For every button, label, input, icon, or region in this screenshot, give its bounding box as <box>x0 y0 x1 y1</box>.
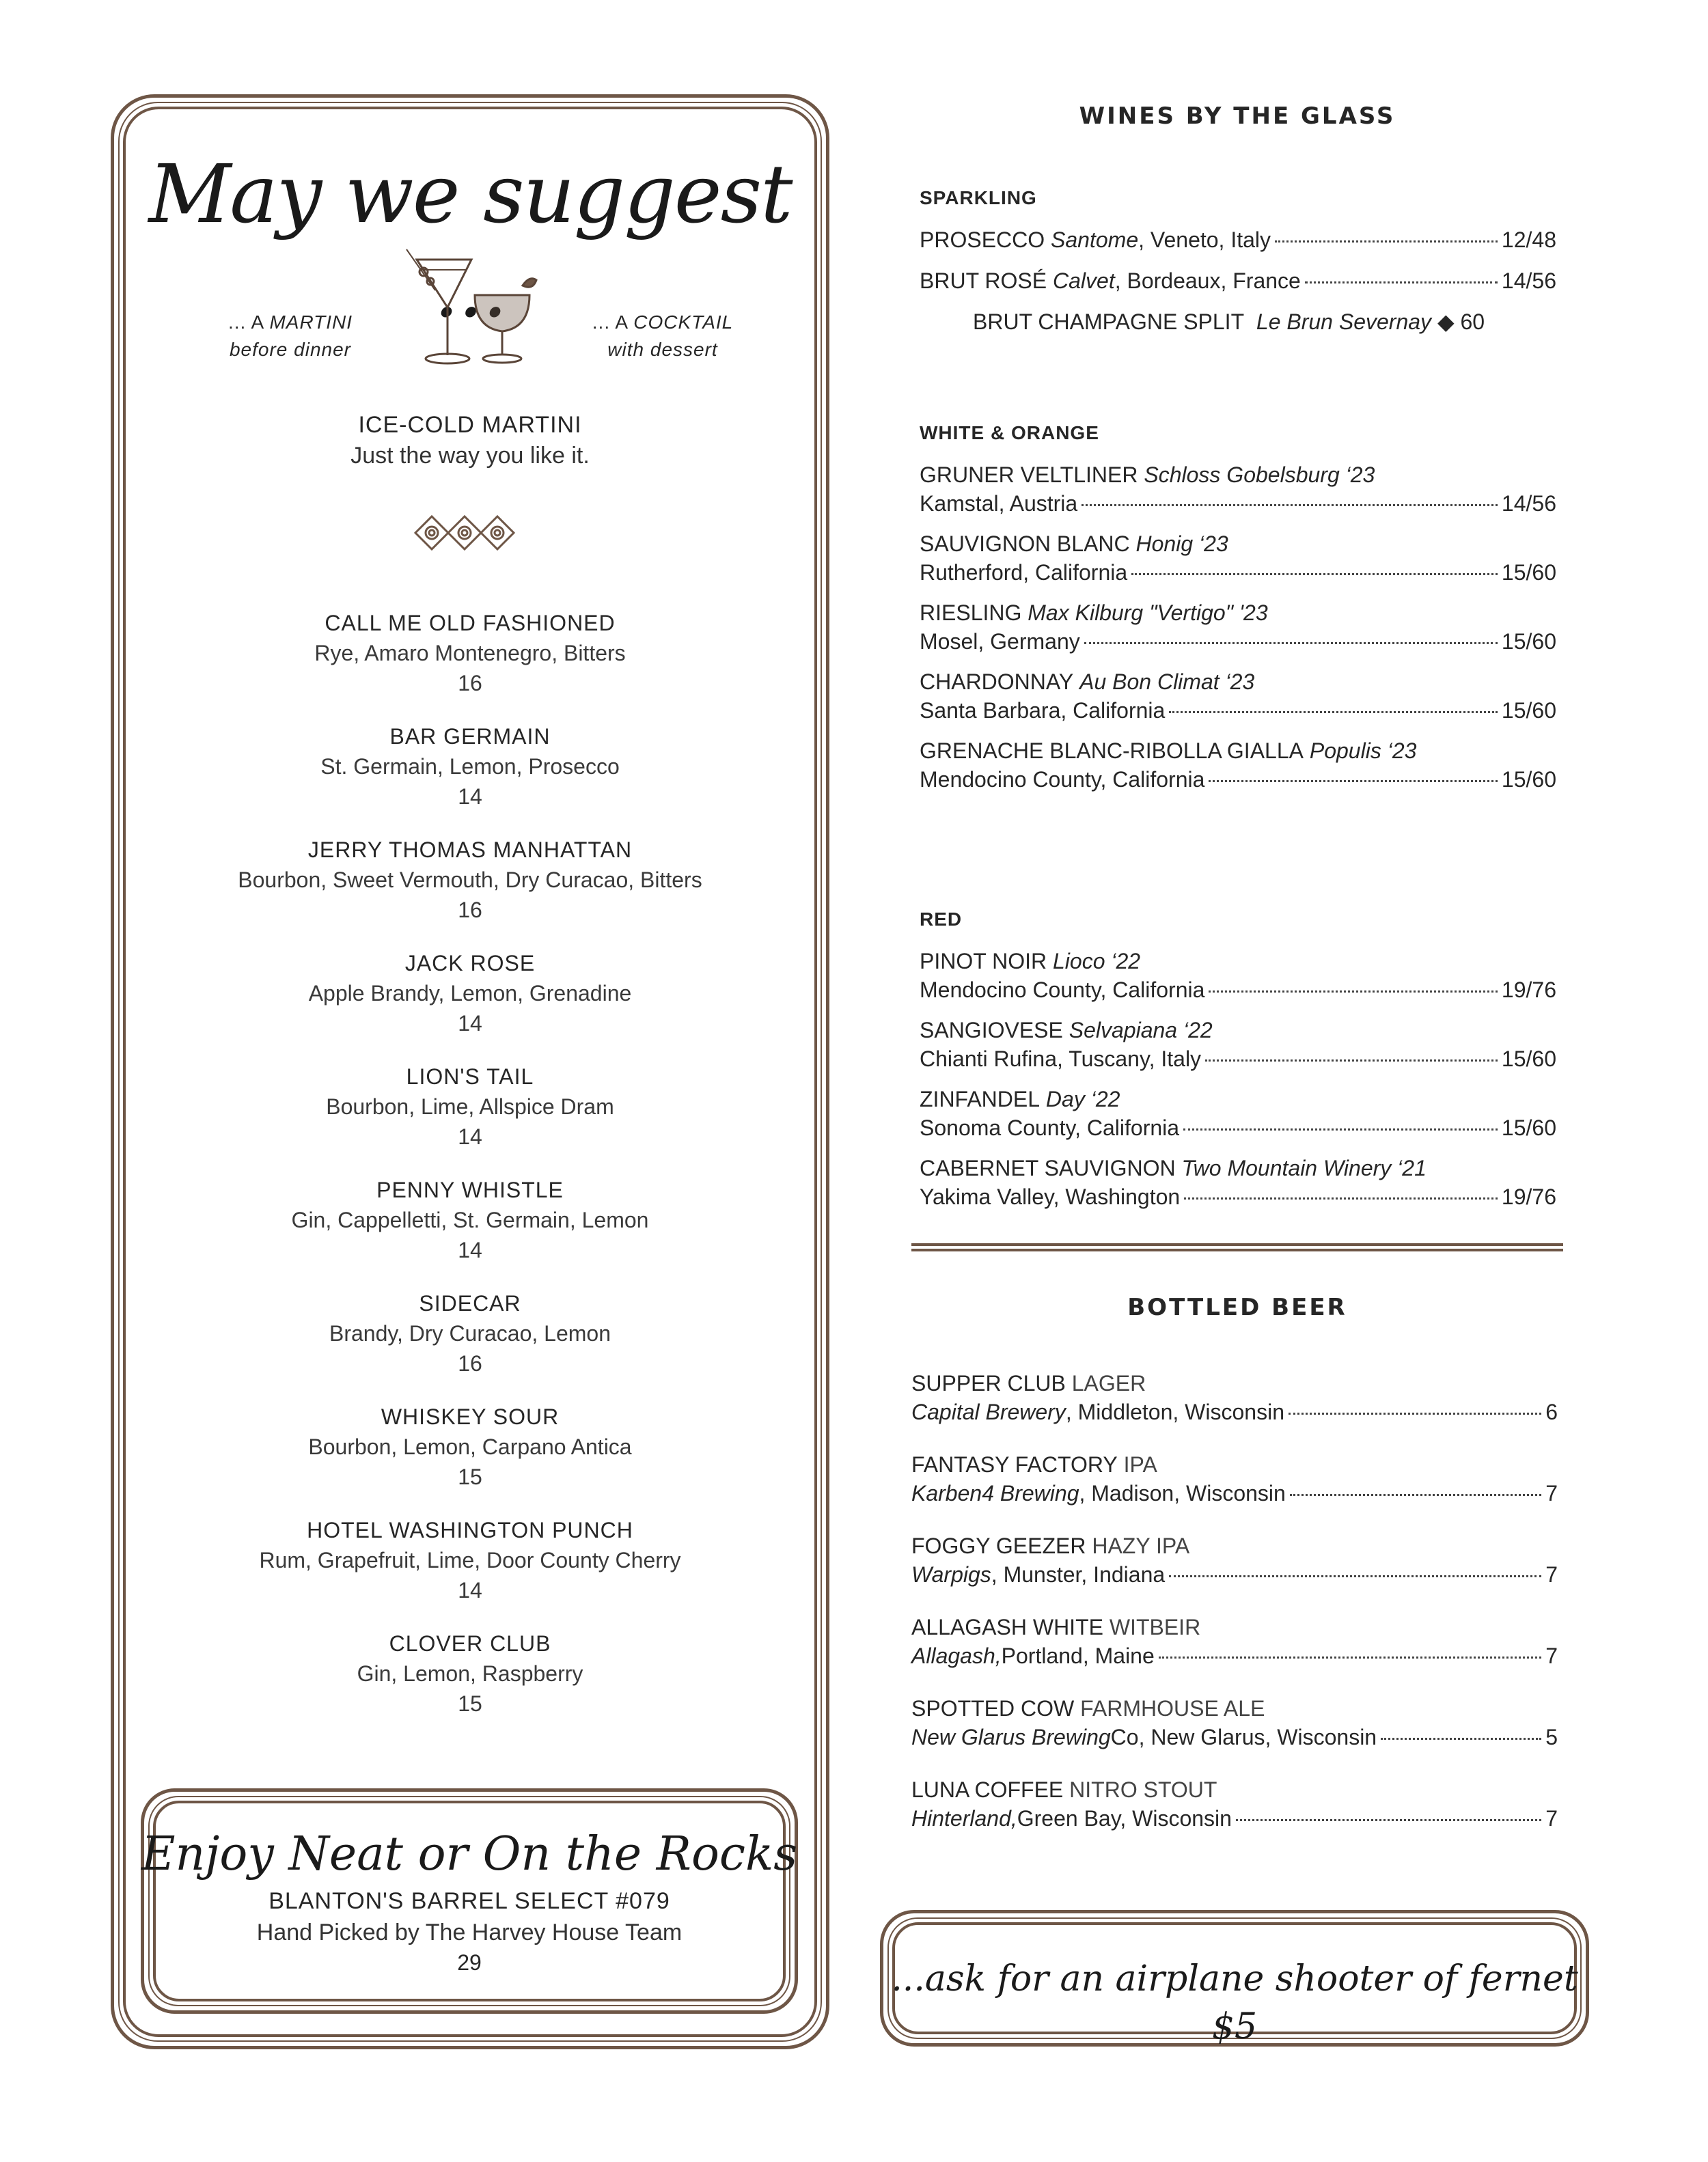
special-desc: Hand Picked by The Harvey House Team <box>256 1920 683 1945</box>
cocktail-price: 16 <box>458 898 482 922</box>
beer-price: 7 <box>1545 1562 1558 1587</box>
dot-leader <box>1169 711 1498 713</box>
diamond-ornament-icon <box>414 515 516 551</box>
cocktail-name: BAR GERMAIN <box>389 724 551 749</box>
cocktail-ingredients: Brandy, Dry Curacao, Lemon <box>329 1321 611 1346</box>
beer-location: Portland, Maine <box>1001 1644 1155 1668</box>
wine-region-line <box>920 489 1556 518</box>
cocktail-glasses-icon <box>400 246 557 369</box>
cocktail-item <box>111 1515 829 1629</box>
cocktail-price: 14 <box>458 1124 482 1149</box>
dot-leader <box>1290 1494 1541 1496</box>
dot-leader <box>1381 1738 1541 1740</box>
martini-prefix: ... A <box>228 311 270 333</box>
wine-region: Rutherford, California <box>920 560 1128 585</box>
cocktail-name: HOTEL WASHINGTON PUNCH <box>307 1518 633 1542</box>
beer-location: Co, New Glarus, Wisconsin <box>1110 1725 1377 1749</box>
wine-price: 15/60 <box>1501 629 1556 654</box>
cocktail-price: 14 <box>458 1238 482 1262</box>
special-script: Enjoy Neat or On the Rocks <box>141 1827 798 1881</box>
wine-region: Kamstal, Austria <box>920 491 1078 516</box>
beer-title-line <box>911 1694 1558 1723</box>
beer-title-line <box>911 1450 1558 1479</box>
martini-timing: before dinner <box>229 339 351 360</box>
beer-title-line <box>911 1775 1558 1804</box>
beer-style: WITBEIR <box>1109 1615 1201 1639</box>
featured-subtitle: Just the way you like it. <box>350 443 590 469</box>
wine-region: , Veneto, Italy <box>1138 227 1271 252</box>
dot-leader <box>1183 1128 1498 1131</box>
cocktail-item <box>111 835 829 948</box>
cocktail-ingredients: Gin, Lemon, Raspberry <box>357 1661 583 1686</box>
wine-price: 12/48 <box>1501 227 1556 252</box>
wine-item <box>920 947 1556 1016</box>
cocktail-ingredients: Bourbon, Lemon, Carpano Antica <box>308 1435 632 1459</box>
wine-region: Santa Barbara, California <box>920 698 1166 723</box>
wine-title-line <box>920 1154 1556 1182</box>
dot-leader <box>1082 504 1498 506</box>
beer-brewery: Karben4 Brewing <box>911 1481 1079 1506</box>
wines-title: WINES BY THE GLASS <box>1079 102 1396 130</box>
dot-leader <box>1205 1059 1498 1062</box>
beer-title-line <box>911 1369 1558 1398</box>
beer-title-line <box>911 1613 1558 1641</box>
cocktail-ingredients: Apple Brandy, Lemon, Grenadine <box>308 981 632 1006</box>
dot-leader <box>1275 240 1498 242</box>
red-section <box>920 909 1556 1223</box>
cocktail-item <box>111 948 829 1062</box>
wine-item <box>920 1085 1556 1154</box>
cocktail-item <box>111 1629 829 1742</box>
cocktail-ingredients: Bourbon, Lime, Allspice Dram <box>326 1094 614 1119</box>
wine-producer: Populis ‘23 <box>1309 738 1417 763</box>
cocktail-ingredients: St. Germain, Lemon, Prosecco <box>320 754 620 779</box>
featured-martini <box>111 410 829 471</box>
featured-name: ICE-COLD MARTINI <box>358 412 582 438</box>
cocktail-ingredients: Gin, Cappelletti, St. Germain, Lemon <box>291 1208 649 1232</box>
wine-producer: Santome <box>1051 227 1139 252</box>
wine-title-line <box>920 947 1556 975</box>
sparkling-section <box>920 187 1556 348</box>
wine-price: 15/60 <box>1501 767 1556 792</box>
wine-region: , Bordeaux, France <box>1114 268 1301 293</box>
wine-producer: Au Bon Climat ‘23 <box>1079 669 1255 694</box>
beer-location: , Munster, Indiana <box>991 1562 1166 1587</box>
beer-item <box>911 1532 1558 1613</box>
wine-price: 15/60 <box>1501 560 1556 585</box>
wine-name: PROSECCO <box>920 227 1045 252</box>
wine-item <box>920 1154 1556 1223</box>
wine-region: Chianti Rufina, Tuscany, Italy <box>920 1047 1202 1071</box>
beer-price: 6 <box>1545 1400 1558 1424</box>
beer-location: Green Bay, Wisconsin <box>1017 1806 1232 1831</box>
wine-item <box>920 529 1556 598</box>
cocktail-price: 15 <box>458 1691 482 1716</box>
wine-price: 15/60 <box>1501 1047 1556 1071</box>
cocktail-ingredients: Bourbon, Sweet Vermouth, Dry Curacao, Bitters <box>238 868 702 892</box>
beer-item <box>911 1613 1558 1694</box>
dot-leader <box>1305 281 1498 283</box>
beer-style: FARMHOUSE ALE <box>1080 1696 1265 1721</box>
cocktail-price: 14 <box>458 784 482 809</box>
beer-brewery: New Glarus Brewing <box>911 1725 1111 1749</box>
wine-region: Yakima Valley, Washington <box>920 1184 1181 1209</box>
sparkling-label: SPARKLING <box>920 187 1037 208</box>
wine-price: 15/60 <box>1501 698 1556 723</box>
beer-style: LAGER <box>1071 1371 1146 1396</box>
fernet-note: ...ask for an airplane shooter of fernet $5 <box>891 1958 1578 2047</box>
wine-price: 14/56 <box>1501 491 1556 516</box>
beer-title-line <box>911 1532 1558 1560</box>
cocktail-name: CALL ME OLD FASHIONED <box>325 611 616 635</box>
wine-name: CABERNET SAUVIGNON <box>920 1156 1176 1180</box>
beer-name: FOGGY GEEZER <box>911 1534 1086 1558</box>
cocktail-name: PENNY WHISTLE <box>376 1178 564 1202</box>
beer-name: SPOTTED COW <box>911 1696 1075 1721</box>
wine-price: 15/60 <box>1501 1115 1556 1140</box>
cocktail-price: 16 <box>458 1351 482 1376</box>
wine-region-line <box>920 1044 1556 1073</box>
cocktail-item <box>111 1175 829 1288</box>
beer-name: FANTASY FACTORY <box>911 1452 1118 1477</box>
wine-item <box>920 736 1556 805</box>
wine-name: ZINFANDEL <box>920 1087 1041 1111</box>
dot-leader <box>1084 642 1498 644</box>
cocktail-price: 14 <box>458 1011 482 1036</box>
wine-item <box>920 266 1556 307</box>
beer-origin-line <box>911 1479 1558 1508</box>
beer-style: HAZY IPA <box>1092 1534 1190 1558</box>
beer-name: ALLAGASH WHITE <box>911 1615 1103 1639</box>
cocktail-label: COCKTAIL <box>633 311 734 333</box>
cocktail-item <box>111 1402 829 1515</box>
cocktail-name: JACK ROSE <box>404 951 536 975</box>
wine-price: 19/76 <box>1501 1184 1556 1209</box>
wine-item <box>920 1016 1556 1085</box>
beer-origin-line <box>911 1641 1558 1670</box>
split-item <box>920 307 1556 348</box>
cocktail-name: SIDECAR <box>419 1291 521 1316</box>
wine-name: CHARDONNAY <box>920 669 1074 694</box>
cocktail-suggestion <box>560 309 765 363</box>
dot-leader <box>1184 1197 1498 1200</box>
wine-name: RIESLING <box>920 600 1022 625</box>
dot-leader <box>1209 780 1498 782</box>
white-section <box>920 422 1556 805</box>
wine-price: 14/56 <box>1501 268 1556 293</box>
wine-name: GRENACHE BLANC-RIBOLLA GIALLA <box>920 738 1304 763</box>
dot-leader <box>1159 1657 1541 1659</box>
beer-origin-line <box>911 1398 1558 1426</box>
wine-region: Mendocino County, California <box>920 978 1205 1002</box>
wine-item <box>920 460 1556 529</box>
cocktail-item <box>111 1288 829 1402</box>
wine-title-line <box>920 1085 1556 1113</box>
beer-style: IPA <box>1123 1452 1157 1477</box>
cocktail-item <box>111 1062 829 1175</box>
wine-region-line <box>920 1113 1556 1142</box>
wine-title-line <box>920 736 1556 765</box>
wine-title-line <box>920 667 1556 696</box>
cocktail-timing: with dessert <box>607 339 718 360</box>
split-price: ◆ 60 <box>1437 309 1485 334</box>
wine-producer: Lioco ‘22 <box>1052 949 1141 973</box>
wine-producer: Schloss Gobelsburg ‘23 <box>1144 462 1375 487</box>
dot-leader <box>1169 1575 1541 1577</box>
beer-location: , Middleton, Wisconsin <box>1065 1400 1284 1424</box>
beer-origin-line <box>911 1804 1558 1833</box>
wine-producer: Calvet <box>1053 268 1115 293</box>
beer-brewery: Capital Brewery <box>911 1400 1066 1424</box>
wine-region-line <box>920 765 1556 794</box>
beer-item <box>911 1694 1558 1775</box>
cocktail-name: WHISKEY SOUR <box>381 1404 560 1429</box>
cocktail-prefix: ... A <box>592 311 634 333</box>
wine-name: GRUNER VELTLINER <box>920 462 1138 487</box>
wine-region: Mendocino County, California <box>920 767 1205 792</box>
wine-price: 19/76 <box>1501 978 1556 1002</box>
wine-name: SAUVIGNON BLANC <box>920 531 1130 556</box>
wine-producer: Max Kilburg "Vertigo" '23 <box>1028 600 1268 625</box>
wine-title-line <box>920 460 1556 489</box>
cocktail-name: CLOVER CLUB <box>389 1631 551 1656</box>
wine-producer: Two Mountain Winery ‘21 <box>1181 1156 1427 1180</box>
beer-origin-line <box>911 1560 1558 1589</box>
beer-price: 5 <box>1545 1725 1558 1749</box>
dot-leader <box>1209 990 1498 993</box>
beer-price: 7 <box>1545 1806 1558 1831</box>
cocktail-price: 16 <box>458 671 482 695</box>
special-name: BLANTON'S BARREL SELECT #079 <box>268 1888 670 1914</box>
section-divider <box>911 1243 1563 1251</box>
wine-name: PINOT NOIR <box>920 949 1047 973</box>
beer-item <box>911 1450 1558 1532</box>
white-label: WHITE & ORANGE <box>920 422 1099 443</box>
beer-list <box>911 1369 1558 1857</box>
wine-region-line <box>920 627 1556 656</box>
suggest-title: May we suggest ... <box>148 147 792 335</box>
red-label: RED <box>920 909 963 930</box>
cocktail-price: 14 <box>458 1578 482 1603</box>
wine-region: Sonoma County, California <box>920 1115 1180 1140</box>
special-box <box>141 1824 798 1977</box>
dot-leader <box>1236 1819 1541 1821</box>
martini-label: MARTINI <box>269 311 353 333</box>
wine-producer: Honig ‘23 <box>1135 531 1228 556</box>
split-name: BRUT CHAMPAGNE SPLIT <box>973 309 1245 334</box>
wine-region-line <box>920 696 1556 725</box>
wine-item <box>920 598 1556 667</box>
wine-region-line <box>920 975 1556 1004</box>
wine-name: BRUT ROSÉ <box>920 268 1047 293</box>
wine-region-line <box>920 1182 1556 1211</box>
wine-title-line <box>920 1016 1556 1044</box>
wine-title-line <box>920 598 1556 627</box>
cocktail-name: JERRY THOMAS MANHATTAN <box>307 837 633 862</box>
dot-leader <box>1131 573 1498 575</box>
cocktail-item <box>111 721 829 835</box>
wine-name: SANGIOVESE <box>920 1018 1063 1042</box>
wine-title-line <box>920 529 1556 558</box>
beer-item <box>911 1369 1558 1450</box>
cocktail-price: 15 <box>458 1465 482 1489</box>
cocktail-item <box>111 608 829 721</box>
beer-brewery: Hinterland, <box>911 1806 1017 1831</box>
beer-title: BOTTLED BEER <box>1127 1294 1347 1321</box>
wine-region: Mosel, Germany <box>920 629 1080 654</box>
beer-item <box>911 1775 1558 1857</box>
cocktail-ingredients: Rum, Grapefruit, Lime, Door County Cherry <box>259 1548 681 1572</box>
split-producer: Le Brun Severnay <box>1256 309 1432 334</box>
beer-brewery: Warpigs <box>911 1562 991 1587</box>
cocktail-list <box>111 608 829 1742</box>
wine-item <box>920 667 1556 736</box>
beer-price: 7 <box>1545 1481 1558 1506</box>
martini-suggestion <box>191 309 389 363</box>
wine-producer: Selvapiana ‘22 <box>1069 1018 1213 1042</box>
beer-style: NITRO STOUT <box>1069 1777 1217 1802</box>
beer-name: LUNA COFFEE <box>911 1777 1064 1802</box>
beer-price: 7 <box>1545 1644 1558 1668</box>
wine-region-line <box>920 558 1556 587</box>
beer-name: SUPPER CLUB <box>911 1371 1066 1396</box>
beer-brewery: Allagash, <box>911 1644 1002 1668</box>
wine-item <box>920 225 1556 266</box>
beer-origin-line <box>911 1723 1558 1751</box>
beer-location: , Madison, Wisconsin <box>1079 1481 1286 1506</box>
cocktail-ingredients: Rye, Amaro Montenegro, Bitters <box>314 641 626 665</box>
special-price: 29 <box>457 1950 482 1975</box>
cocktail-name: LION'S TAIL <box>406 1064 534 1089</box>
dot-leader <box>1289 1413 1541 1415</box>
wine-producer: Day ‘22 <box>1045 1087 1120 1111</box>
